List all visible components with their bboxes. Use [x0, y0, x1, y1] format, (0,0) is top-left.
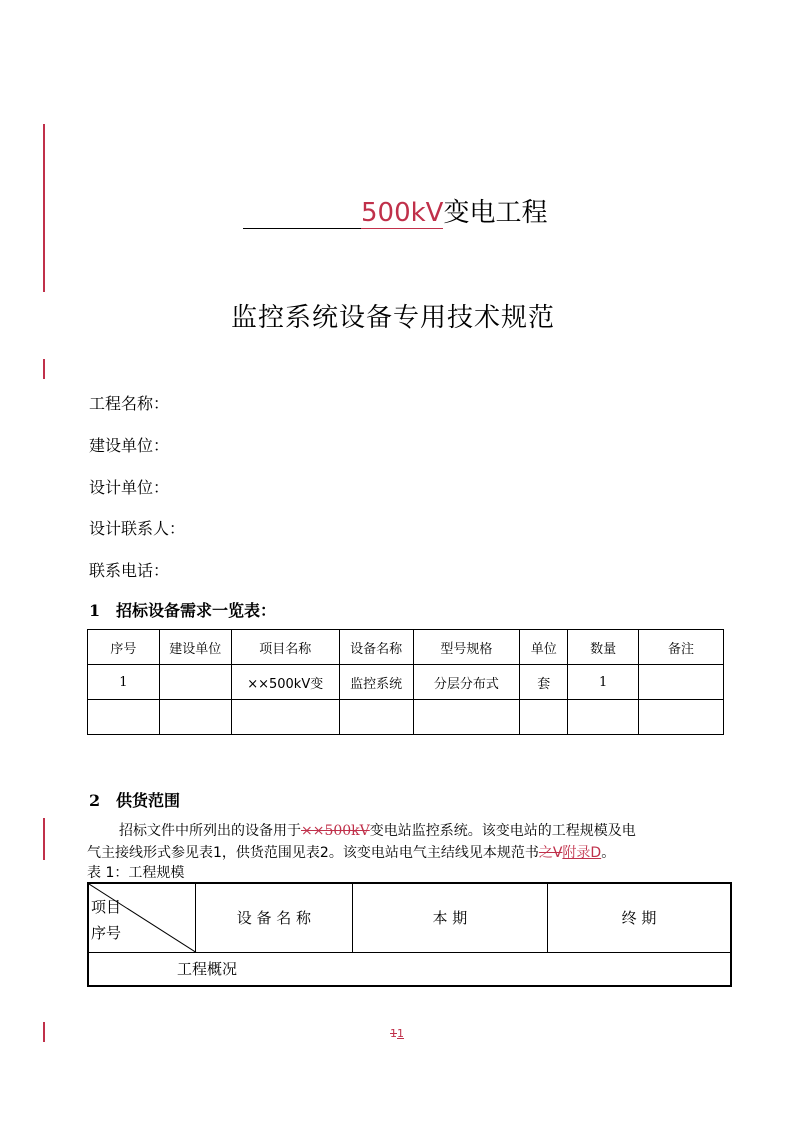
section-number: 2 — [89, 791, 101, 810]
paragraph-text: 招标文件中所列出的设备用于 — [119, 823, 301, 839]
table-cell: 分层分布式 — [413, 665, 520, 700]
header-cell: 设备名称 — [339, 630, 413, 665]
paragraph-text: 气主接线形式参见表1，供货范围见表2。该变电站电气主结线见本规范书 — [87, 845, 539, 861]
page-number-text: 1 — [397, 1027, 404, 1040]
field-design-unit: 设计单位： — [89, 478, 170, 497]
table-cell — [339, 700, 413, 735]
field-project-name: 工程名称： — [89, 394, 170, 413]
deleted-text: 之V — [538, 845, 563, 861]
title-inserted-text: 500kV — [361, 198, 444, 228]
table-cell — [413, 700, 520, 735]
table-cell — [568, 700, 639, 735]
table-row — [88, 700, 724, 735]
change-bar — [43, 359, 45, 379]
header-cell: 备注 — [639, 630, 724, 665]
header-cell: 设 备 名 称 — [196, 883, 353, 952]
field-construction-unit: 建设单位： — [89, 436, 170, 455]
change-bar — [43, 1022, 45, 1042]
header-cell: 本 期 — [352, 883, 547, 952]
diag-bottom-label: 序号 — [91, 924, 122, 942]
paragraph-text: 。 — [601, 845, 616, 861]
header-cell: 单位 — [520, 630, 568, 665]
table-cell — [639, 665, 724, 700]
change-bar — [43, 818, 45, 860]
header-cell: 终 期 — [548, 883, 731, 952]
header-cell: 型号规格 — [413, 630, 520, 665]
table-caption: 表 1：工程规模 — [87, 865, 185, 881]
table-header-row — [88, 630, 724, 665]
table-cell — [88, 700, 160, 735]
header-cell: 数量 — [568, 630, 639, 665]
deleted-text: ××500kV — [301, 823, 370, 839]
header-cell: 项目名称 — [231, 630, 339, 665]
page-number — [390, 1027, 404, 1040]
section-title: 招标设备需求一览表： — [116, 601, 277, 620]
inserted-text: 附录D — [562, 845, 602, 861]
project-scale-table — [87, 882, 732, 987]
table-cell — [639, 700, 724, 735]
table-cell — [231, 700, 339, 735]
table-cell: 监控系统 — [339, 665, 413, 700]
section-title: 供货范围 — [116, 791, 181, 810]
table-cell: 1 — [568, 665, 639, 700]
change-bar — [43, 124, 45, 292]
section-1-heading — [89, 598, 276, 621]
table-cell: 套 — [520, 665, 568, 700]
diag-top-label: 项目 — [91, 898, 122, 916]
table-cell — [159, 700, 231, 735]
section-2-heading — [89, 788, 180, 811]
header-cell: 建设单位 — [159, 630, 231, 665]
table-header-row — [88, 883, 731, 952]
table-cell: 工程概况 — [88, 952, 731, 986]
title-suffix: 变电工程 — [443, 198, 548, 228]
paragraph-line-1 — [87, 820, 636, 840]
field-contact-phone: 联系电话： — [89, 561, 170, 580]
table-cell: 1 — [88, 665, 160, 700]
diagonal-header-cell — [88, 883, 196, 952]
equipment-demand-table — [87, 629, 724, 735]
table-row — [88, 665, 724, 700]
paragraph-text: 变电站监控系统。该变电站的工程规模及电 — [369, 823, 636, 839]
table-cell: ××500kV变 — [231, 665, 339, 700]
section-number: 1 — [89, 601, 101, 620]
header-cell: 序号 — [88, 630, 160, 665]
title-blank — [243, 202, 361, 229]
document-subtitle: 监控系统设备专用技术规范 — [231, 303, 556, 333]
table-cell — [520, 700, 568, 735]
table-cell — [159, 665, 231, 700]
page-number-text: 1 — [390, 1027, 397, 1040]
document-title — [243, 192, 547, 229]
table-row — [88, 952, 731, 986]
paragraph-line-2 — [87, 842, 615, 862]
field-design-contact: 设计联系人： — [89, 519, 186, 538]
